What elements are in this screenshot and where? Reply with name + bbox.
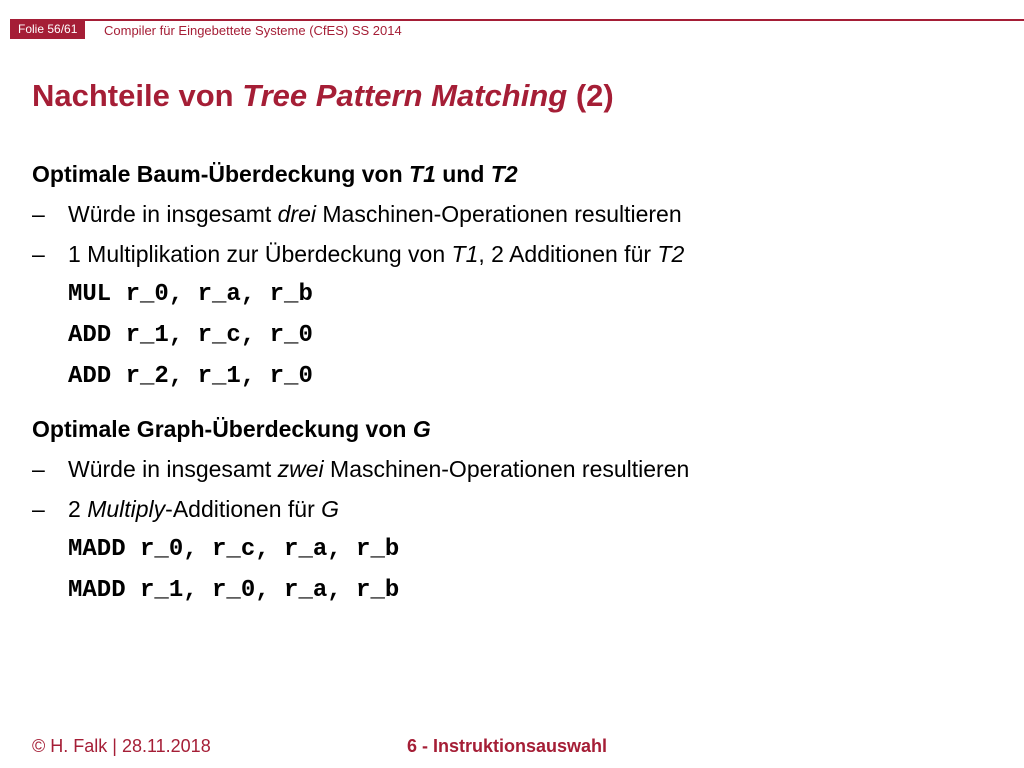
bullet-t2: T2 xyxy=(657,241,685,267)
title-plain: Nachteile von xyxy=(32,78,243,113)
bullet-text: , 2 Additionen für xyxy=(478,241,658,267)
code-line-add-1: ADD r_1, r_c, r_0 xyxy=(68,322,313,349)
bullet-text: 1 Multiplikation zur Überdeckung von xyxy=(68,241,452,267)
bullet-two-operations xyxy=(32,449,992,489)
footer-chapter: 6 - Instruktionsauswahl xyxy=(407,736,608,756)
dash-marker: – xyxy=(32,456,45,482)
course-title: Compiler für Eingebettete Systeme (CfES) SS 2014 xyxy=(104,23,402,38)
slide-title xyxy=(32,74,614,118)
slide-number-badge: Folie 56/61 xyxy=(10,20,85,39)
code-line-madd-2: MADD r_1, r_0, r_a, r_b xyxy=(68,577,400,604)
dash-marker: – xyxy=(32,496,45,522)
bullet-mul-add-breakdown xyxy=(32,234,992,274)
bullet-t1: T1 xyxy=(451,241,479,267)
bullet-text: 2 xyxy=(68,496,88,522)
footer-author-date: © H. Falk | 28.11.2018 xyxy=(32,736,211,756)
heading-t2: T2 xyxy=(490,161,518,187)
code-line-mul: MUL r_0, r_a, r_b xyxy=(68,281,313,308)
bullet-three-operations xyxy=(32,194,992,234)
bullet-g: G xyxy=(321,496,340,522)
heading-connector: und xyxy=(435,161,491,187)
section-heading-tree-cover xyxy=(32,154,992,194)
slide-content xyxy=(32,154,992,611)
bullet-text: Würde in insgesamt xyxy=(68,456,278,482)
bullet-text: -Additionen für xyxy=(165,496,322,522)
heading-text: Optimale Graph-Überdeckung von xyxy=(32,416,413,442)
header-rule xyxy=(10,19,1024,21)
bullet-emphasis: Multiply xyxy=(87,496,166,522)
bullet-text: Maschinen-Operationen resultieren xyxy=(323,456,690,482)
bullet-emphasis: zwei xyxy=(277,456,324,482)
dash-marker: – xyxy=(32,241,45,267)
heading-t1: T1 xyxy=(409,161,436,187)
heading-text: Optimale Baum-Überdeckung von xyxy=(32,161,410,187)
title-italic: Tree Pattern Matching xyxy=(242,78,568,113)
section-gap xyxy=(32,397,992,409)
bullet-text: Würde in insgesamt xyxy=(68,201,278,227)
title-suffix: (2) xyxy=(567,78,614,113)
bullet-text: Maschinen-Operationen resultieren xyxy=(316,201,682,227)
code-line-add-2: ADD r_2, r_1, r_0 xyxy=(68,363,313,390)
bullet-emphasis: drei xyxy=(277,201,316,227)
heading-g: G xyxy=(412,416,431,442)
section-heading-graph-cover xyxy=(32,409,992,449)
code-line-madd-1: MADD r_0, r_c, r_a, r_b xyxy=(68,536,400,563)
dash-marker: – xyxy=(32,201,45,227)
bullet-multiply-additions xyxy=(32,489,992,529)
